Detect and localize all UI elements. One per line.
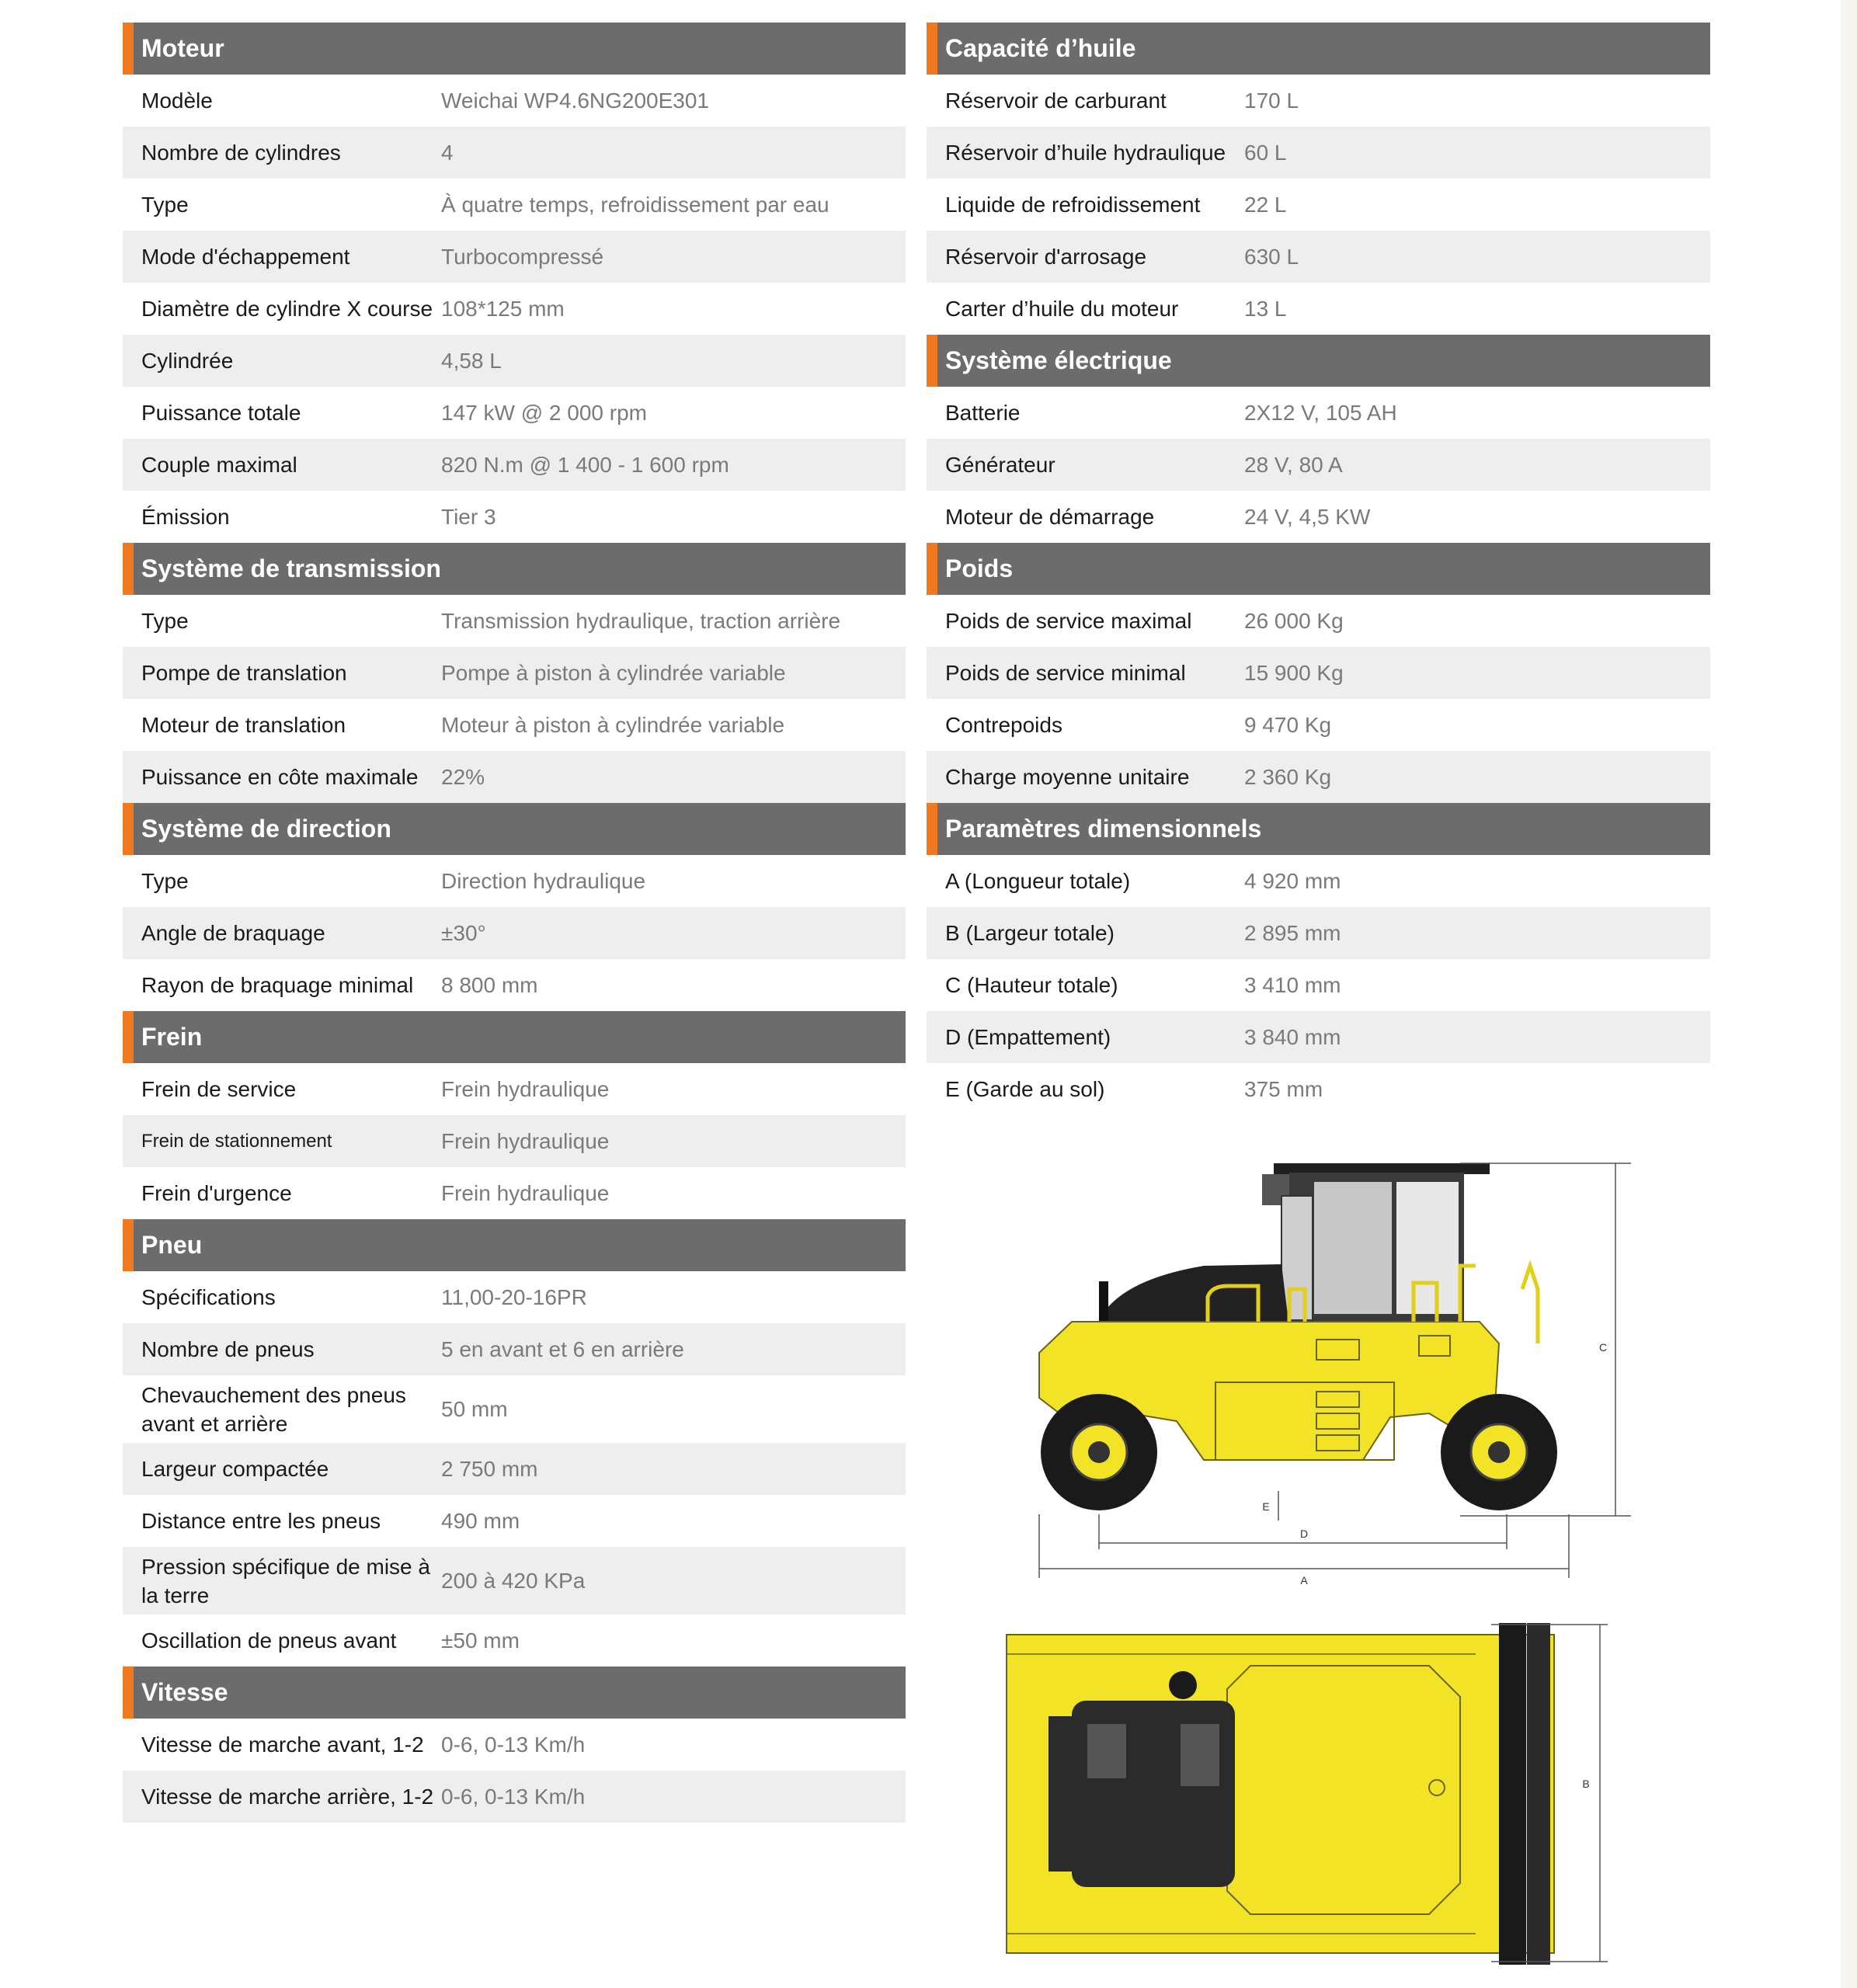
spec-row [123, 283, 906, 335]
spec-value: Direction hydraulique [441, 869, 646, 893]
spec-label: Nombre de pneus [141, 1337, 315, 1361]
spec-value: Transmission hydraulique, traction arrière [441, 609, 841, 633]
page-edge-strip [1841, 0, 1857, 1988]
spec-label: Poids de service minimal [945, 661, 1186, 685]
spec-value: 8 800 mm [441, 973, 538, 997]
spec-row [123, 1614, 906, 1667]
section-title: Vitesse [141, 1678, 228, 1706]
spec-value: Turbocompressé [441, 245, 604, 269]
spec-row [927, 387, 1710, 439]
spec-label: Nombre de cylindres [141, 141, 341, 165]
spec-label: Contrepoids [945, 713, 1062, 737]
section-header-electrique [927, 335, 1710, 387]
spec-row [927, 1011, 1710, 1063]
spec-label: D (Empattement) [945, 1025, 1111, 1049]
spec-row [927, 647, 1710, 699]
spec-value: ±30° [441, 921, 486, 945]
spec-value: Frein hydraulique [441, 1077, 610, 1101]
spec-label: Pression spécifique de mise à la terre [141, 1554, 430, 1607]
spec-label: Émission [141, 505, 230, 529]
dimension-label-d: D [1299, 1527, 1309, 1540]
spec-value: 2 360 Kg [1244, 765, 1332, 789]
section-title: Système de direction [141, 815, 391, 843]
spec-row [123, 335, 906, 387]
spec-value: 28 V, 80 A [1244, 453, 1343, 477]
section-title: Paramètres dimensionnels [945, 815, 1262, 843]
spec-value: 22 L [1244, 193, 1287, 217]
spec-row [927, 855, 1710, 907]
spec-row [123, 1063, 906, 1115]
spec-value: Frein hydraulique [441, 1129, 610, 1153]
spec-row [123, 751, 906, 803]
section-title: Système électrique [945, 346, 1172, 374]
spec-value: 50 mm [441, 1397, 508, 1421]
spec-value: 26 000 Kg [1244, 609, 1344, 633]
spec-row [123, 179, 906, 231]
spec-row [927, 179, 1710, 231]
dimension-label-b: B [1582, 1778, 1590, 1790]
spec-label: Chevauchement des pneus avant et arrière [141, 1382, 406, 1436]
spec-row [123, 595, 906, 647]
spec-row [123, 127, 906, 179]
spec-label: Frein d'urgence [141, 1181, 292, 1205]
spec-value: 2 750 mm [441, 1457, 538, 1481]
spec-value: 2 895 mm [1244, 921, 1341, 945]
spec-value: 5 en avant et 6 en arrière [441, 1337, 684, 1361]
spec-row [123, 1115, 906, 1167]
spec-row [123, 439, 906, 491]
spec-value: Tier 3 [441, 505, 496, 529]
spec-value: 108*125 mm [441, 297, 565, 321]
spec-row [123, 1547, 906, 1614]
spec-label: Moteur de translation [141, 713, 346, 737]
spec-label: A (Longueur totale) [945, 869, 1131, 893]
spec-value: 9 470 Kg [1244, 713, 1332, 737]
spec-label: Modèle [141, 89, 213, 113]
spec-row [927, 283, 1710, 335]
section-header-moteur [123, 23, 906, 75]
spec-value: 490 mm [441, 1509, 520, 1533]
spec-row [123, 231, 906, 283]
spec-value: 0-6, 0-13 Km/h [441, 1733, 586, 1757]
spec-label: Carter d’huile du moteur [945, 297, 1179, 321]
spec-label: Frein de stationnement [141, 1131, 332, 1152]
section-title: Capacité d’huile [945, 34, 1136, 62]
spec-label: Type [141, 193, 189, 217]
section-title: Moteur [141, 34, 224, 62]
spec-value: 15 900 Kg [1244, 661, 1344, 685]
spec-value: 4,58 L [441, 349, 502, 373]
spec-label: Diamètre de cylindre X course [141, 297, 433, 321]
spec-value: 4 920 mm [1244, 869, 1341, 893]
roller-side-view-drawing [1025, 1149, 1647, 1584]
spec-row [927, 231, 1710, 283]
spec-row [927, 699, 1710, 751]
spec-label: Largeur compactée [141, 1457, 329, 1481]
spec-label: Mode d'échappement [141, 245, 350, 269]
spec-row [927, 1063, 1710, 1115]
spec-value: Frein hydraulique [441, 1181, 610, 1205]
spec-label: Distance entre les pneus [141, 1509, 381, 1533]
spec-row [123, 1443, 906, 1495]
spec-row [123, 1167, 906, 1219]
section-title: Système de transmission [141, 554, 441, 582]
spec-label: Vitesse de marche arrière, 1-2 [141, 1785, 434, 1809]
section-title: Frein [141, 1023, 203, 1051]
spec-label: Spécifications [141, 1285, 276, 1309]
spec-value: 3 840 mm [1244, 1025, 1341, 1049]
spec-row [123, 491, 906, 543]
spec-label: Réservoir d’huile hydraulique [945, 141, 1226, 165]
spec-value: 60 L [1244, 141, 1287, 165]
section-title: Poids [945, 554, 1014, 582]
spec-value: 22% [441, 765, 485, 789]
spec-value: À quatre temps, refroidissement par eau [441, 193, 829, 217]
spec-value: 170 L [1244, 89, 1299, 113]
spec-label: Angle de braquage [141, 921, 325, 945]
spec-value: ±50 mm [441, 1628, 520, 1653]
spec-row [927, 439, 1710, 491]
spec-label: Cylindrée [141, 349, 234, 373]
spec-value: 820 N.m @ 1 400 - 1 600 rpm [441, 453, 729, 477]
spec-value: 3 410 mm [1244, 973, 1341, 997]
spec-value: 147 kW @ 2 000 rpm [441, 401, 647, 425]
section-header-dimensions [927, 803, 1710, 855]
spec-row [123, 855, 906, 907]
spec-column-left [123, 23, 906, 1823]
spec-row [123, 959, 906, 1011]
spec-value: 630 L [1244, 245, 1299, 269]
spec-row [927, 491, 1710, 543]
spec-row [123, 1323, 906, 1375]
spec-value: 2X12 V, 105 AH [1244, 401, 1397, 425]
spec-value: Weichai WP4.6NG200E301 [441, 89, 709, 113]
spec-label: Vitesse de marche avant, 1-2 [141, 1733, 424, 1757]
section-header-direction [123, 803, 906, 855]
spec-value: 11,00-20-16PR [441, 1285, 587, 1309]
spec-label: B (Largeur totale) [945, 921, 1115, 945]
dimension-label-c: C [1598, 1341, 1608, 1354]
spec-label: Réservoir de carburant [945, 89, 1167, 113]
section-header-frein [123, 1011, 906, 1063]
spec-value: 24 V, 4,5 KW [1244, 505, 1371, 529]
spec-label: Couple maximal [141, 453, 297, 477]
spec-row [123, 1375, 906, 1443]
spec-row [927, 959, 1710, 1011]
spec-value: 13 L [1244, 297, 1287, 321]
spec-row [927, 75, 1710, 127]
spec-label: Frein de service [141, 1077, 297, 1101]
spec-row [927, 595, 1710, 647]
spec-label: Pompe de translation [141, 661, 347, 685]
spec-label: Liquide de refroidissement [945, 193, 1201, 217]
spec-label: Batterie [945, 401, 1021, 425]
spec-row [123, 699, 906, 751]
spec-row [123, 1719, 906, 1771]
dimension-label-e: E [1262, 1500, 1270, 1513]
spec-row [123, 1495, 906, 1547]
spec-label: Moteur de démarrage [945, 505, 1155, 529]
spec-label: Puissance en côte maximale [141, 765, 419, 789]
spec-row [123, 75, 906, 127]
spec-label: Type [141, 609, 189, 633]
spec-row [927, 127, 1710, 179]
front-wheel [1041, 1394, 1157, 1510]
section-header-pneu [123, 1219, 906, 1271]
dimension-label-a: A [1300, 1574, 1308, 1584]
section-header-poids [927, 543, 1710, 595]
spec-label: Puissance totale [141, 401, 301, 425]
spec-value: 4 [441, 141, 454, 165]
rear-wheel [1441, 1394, 1557, 1510]
section-header-huile [927, 23, 1710, 75]
spec-value: 200 à 420 KPa [441, 1569, 586, 1593]
spec-label: Poids de service maximal [945, 609, 1192, 633]
spec-row [123, 647, 906, 699]
spec-label: Réservoir d'arrosage [945, 245, 1147, 269]
section-title: Pneu [141, 1231, 203, 1259]
spec-label: E (Garde au sol) [945, 1077, 1105, 1101]
section-header-transmission [123, 543, 906, 595]
section-header-vitesse [123, 1667, 906, 1719]
spec-label: C (Hauteur totale) [945, 973, 1118, 997]
spec-value: Moteur à piston à cylindrée variable [441, 713, 785, 737]
spec-label: Type [141, 869, 189, 893]
spec-row [123, 907, 906, 959]
spec-value: 0-6, 0-13 Km/h [441, 1785, 586, 1809]
spec-label: Rayon de braquage minimal [141, 973, 414, 997]
spec-row [123, 387, 906, 439]
spec-row [123, 1771, 906, 1823]
spec-label: Oscillation de pneus avant [141, 1628, 397, 1653]
spec-value: Pompe à piston à cylindrée variable [441, 661, 786, 685]
roller-chassis-top [1007, 1623, 1554, 1965]
spec-row [123, 1271, 906, 1323]
spec-row [927, 751, 1710, 803]
spec-column-right [927, 23, 1710, 1115]
spec-value: 375 mm [1244, 1077, 1323, 1101]
spec-label: Charge moyenne unitaire [945, 765, 1190, 789]
spec-row [927, 907, 1710, 959]
spec-label: Générateur [945, 453, 1055, 477]
roller-top-view-drawing [994, 1607, 1615, 1965]
